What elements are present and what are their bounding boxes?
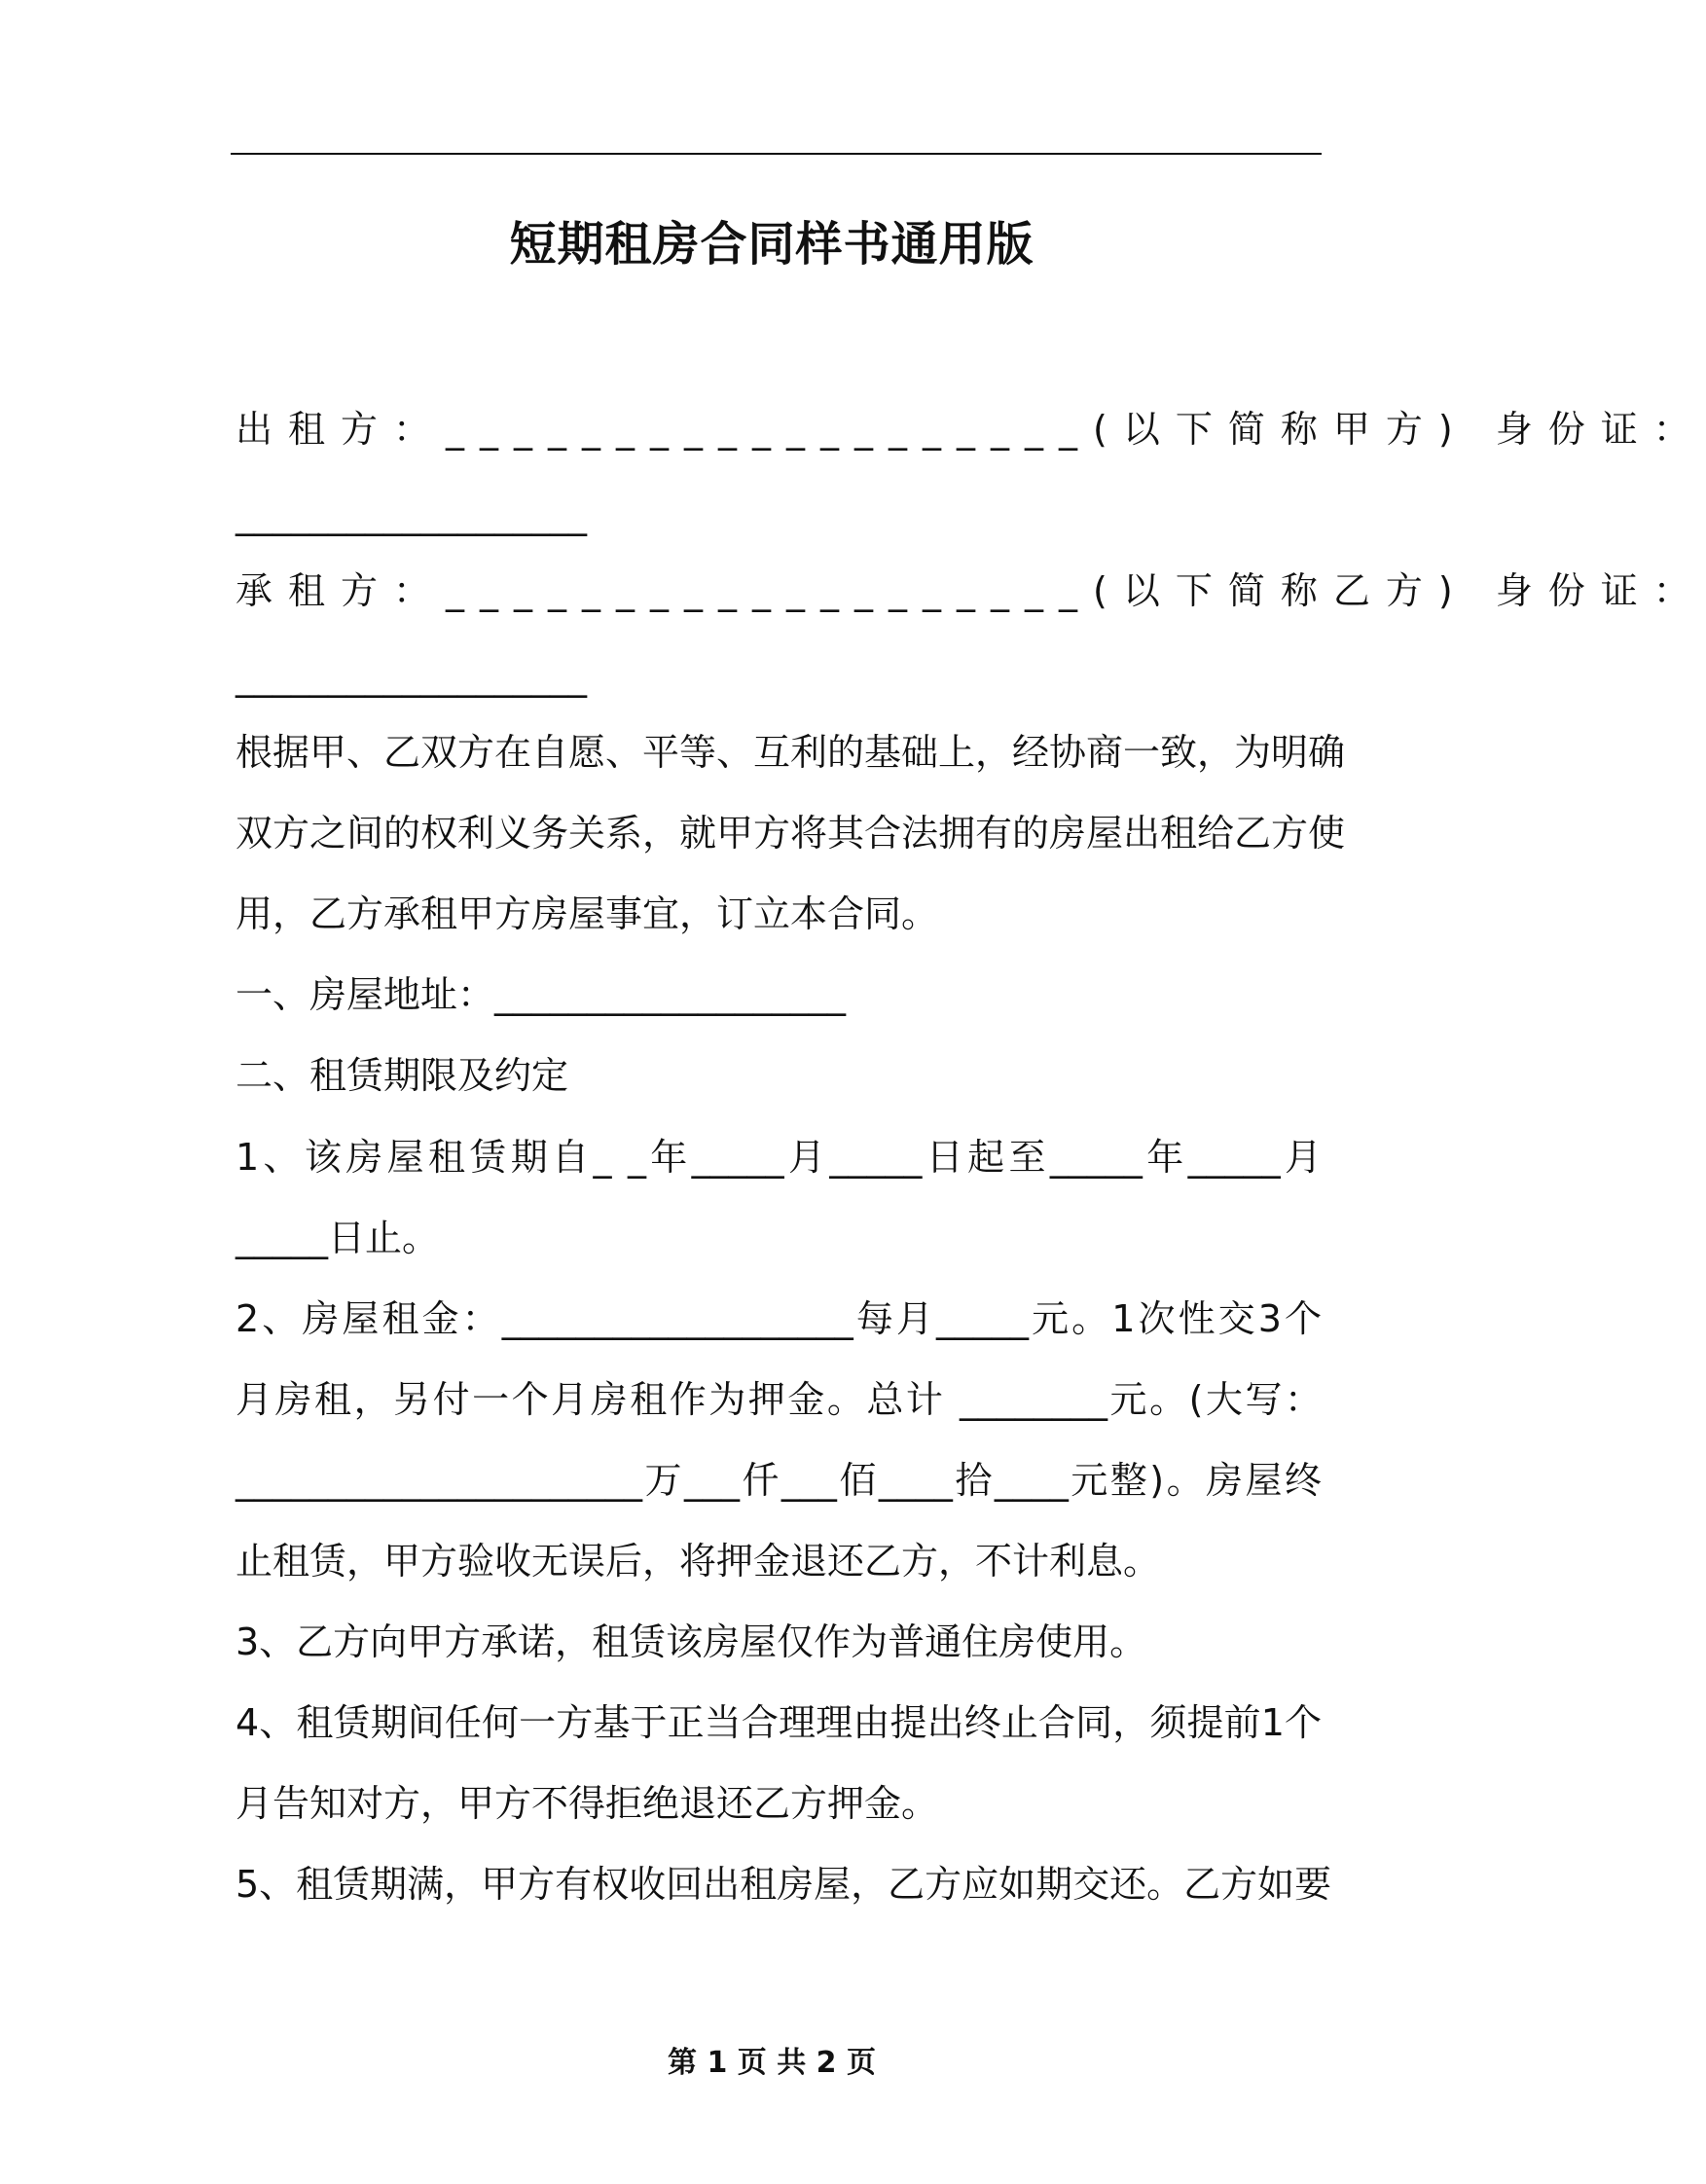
clause-3: 3、乙方向甲方承诺，租赁该房屋仅作为普通住房使用。 bbox=[236, 1620, 1147, 1663]
preamble-line-1: 根据甲、乙双方在自愿、平等、互利的基础上，经协商一致，为明确 bbox=[236, 731, 1346, 774]
document-title: 短期租房合同样书通用版 bbox=[509, 217, 1034, 272]
lessor-line: 出租方：___________________(以下简称甲方) 身份证： bbox=[236, 408, 1706, 451]
preamble-line-3: 用，乙方承租甲方房屋事宜，订立本合同。 bbox=[236, 892, 939, 935]
clause-term-heading: 二、租赁期限及约定 bbox=[236, 1054, 569, 1097]
lessee-line: 承租方：___________________(以下简称乙方) 身份证： bbox=[236, 569, 1706, 612]
clause-address: 一、房屋地址：___________________ bbox=[236, 973, 847, 1016]
preamble-line-2: 双方之间的权利义务关系，就甲方将其合法拥有的房屋出租给乙方使 bbox=[236, 812, 1346, 855]
page-number: 第 1 页 共 2 页 bbox=[668, 2046, 876, 2080]
clause-4-line-1: 4、租赁期间任何一方基于正当合理理由提出终止合同，须提前1个 bbox=[236, 1701, 1322, 1744]
header-rule bbox=[231, 153, 1322, 155]
clause-2-line-3: ______________________万___仟___佰____拾____元整)。房屋终 bbox=[236, 1459, 1322, 1502]
clause-4-line-2: 月告知对方，甲方不得拒绝退还乙方押金。 bbox=[236, 1782, 939, 1825]
lessor-id-blank: ___________________ bbox=[236, 493, 587, 536]
clause-5-line-1: 5、租赁期满，甲方有权收回出租房屋，乙方应如期交还。乙方如要 bbox=[236, 1863, 1332, 1906]
clause-1-line-2: _____日止。 bbox=[236, 1217, 440, 1259]
lessee-id-blank: ___________________ bbox=[236, 655, 587, 698]
clause-1-line-1: 1、该房屋租赁期自_ _年_____月_____日起至_____年_____月 bbox=[236, 1136, 1322, 1179]
clause-2-line-4: 止租赁，甲方验收无误后，将押金退还乙方，不计利息。 bbox=[236, 1540, 1161, 1583]
clause-2-line-1: 2、房屋租金：___________________每月_____元。1次性交3个 bbox=[236, 1297, 1322, 1340]
clause-2-line-2: 月房租，另付一个月房租作为押金。总计 ________元。(大写： bbox=[236, 1378, 1322, 1421]
